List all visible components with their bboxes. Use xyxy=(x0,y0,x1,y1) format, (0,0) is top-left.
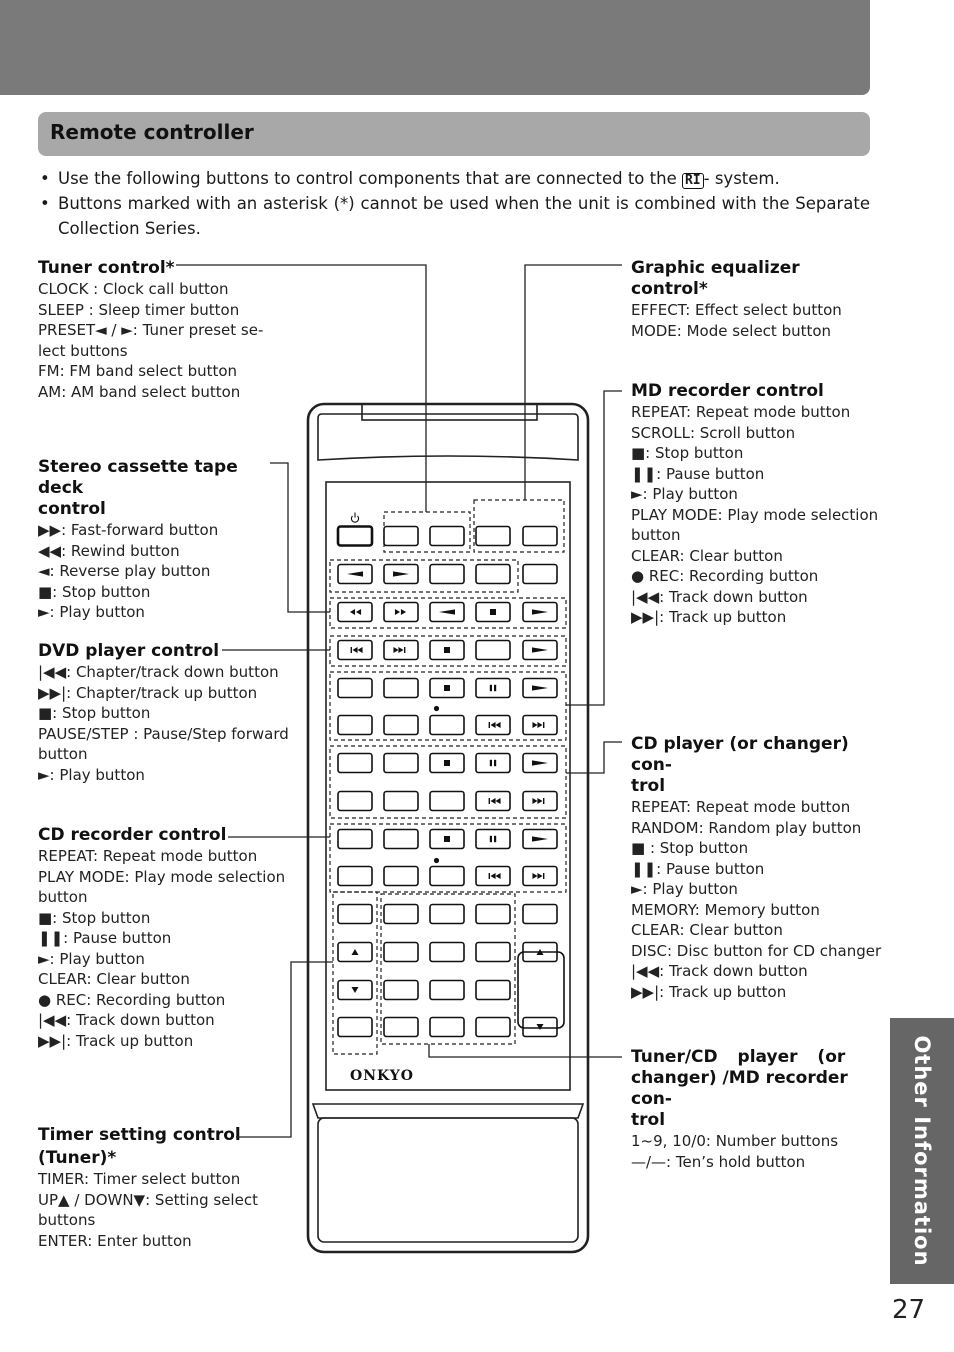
page-number: 27 xyxy=(892,1295,926,1325)
stop-glyph-icon xyxy=(444,647,450,653)
remote-button xyxy=(430,905,464,924)
remote-button xyxy=(384,943,418,962)
remote-button xyxy=(338,1018,372,1037)
remote-button xyxy=(384,679,418,698)
block-line: buttons xyxy=(38,1211,96,1229)
block-line: ❚❚: Pause button xyxy=(38,929,172,947)
eq-control-heading: Graphic equalizer control* xyxy=(631,258,800,299)
tuner-control-heading: Tuner control* xyxy=(38,258,175,278)
leader-cd xyxy=(566,742,622,773)
remote-button xyxy=(384,867,418,886)
block-line: PRESET◄ / ►: Tuner preset se- xyxy=(38,321,264,339)
block-line: CLEAR: Clear button xyxy=(631,546,783,565)
cd-player-control-heading: CD player (or changer) con- xyxy=(631,734,849,775)
stop-glyph-icon xyxy=(444,685,450,691)
block-line: ►: Play button xyxy=(38,765,145,784)
md-control-heading: MD recorder control xyxy=(631,381,824,401)
remote-button xyxy=(476,981,510,1000)
block-line: 1~9, 10/0: Number buttons xyxy=(631,1132,839,1150)
dvd-control-heading: DVD player control xyxy=(38,641,220,661)
remote-button xyxy=(384,716,418,735)
timer-control-heading-2: (Tuner)* xyxy=(38,1148,117,1168)
block-line: |◀◀: Track down button xyxy=(631,962,808,980)
remote-button xyxy=(338,527,372,546)
block-line: SCROLL: Scroll button xyxy=(631,423,796,442)
side-tab-label: Other Information xyxy=(910,1035,934,1267)
block-line: EFFECT: Effect select button xyxy=(631,301,842,319)
block-line: REPEAT: Repeat mode button xyxy=(631,798,851,816)
block-line: ■ : Stop button xyxy=(631,839,749,857)
block-line: ►: Play button xyxy=(38,603,145,621)
remote-battery-cover xyxy=(318,1118,578,1242)
block-line: ■: Stop button xyxy=(38,704,151,722)
stop-glyph-icon xyxy=(490,609,496,615)
block-line: REPEAT: Repeat mode button xyxy=(631,403,851,421)
section-title: Remote controller xyxy=(50,120,254,144)
remote-ir-window xyxy=(318,414,578,460)
block-line: button xyxy=(38,888,88,906)
remote-button xyxy=(338,905,372,924)
remote-button xyxy=(430,716,464,735)
block-line: ● REC: Recording button xyxy=(631,567,819,585)
remote-button xyxy=(384,1018,418,1037)
block-line: ENTER: Enter button xyxy=(38,1231,192,1250)
leader-timer xyxy=(236,962,333,1137)
block-line: CLEAR: Clear button xyxy=(38,970,190,988)
block-line: ▶▶|: Track up button xyxy=(38,1031,194,1050)
block-line: ►: Play button xyxy=(38,949,145,968)
cassette-control-heading-2: control xyxy=(38,499,106,519)
block-line: |◀◀: Chapter/track down button xyxy=(38,663,279,681)
side-tab xyxy=(890,1018,954,1284)
remote-button xyxy=(384,527,418,546)
remote-button xyxy=(384,981,418,1000)
rec-dot-cdr xyxy=(434,858,439,863)
remote-button xyxy=(338,830,372,849)
intro-bullet-1: • Use the following buttons to control components that are connected to the RI - system. xyxy=(38,166,870,191)
block-line: ▶▶: Fast-forward button xyxy=(38,521,219,539)
remote-button xyxy=(430,943,464,962)
remote-button xyxy=(523,527,557,546)
remote-button xyxy=(338,792,372,811)
cd-recorder-control-heading: CD recorder control xyxy=(38,825,227,845)
remote-button xyxy=(476,905,510,924)
block-line: ▶▶|: Track up button xyxy=(631,608,787,626)
remote-button xyxy=(338,867,372,886)
block-line: FM: FM band select button xyxy=(38,362,238,380)
remote-button xyxy=(430,1018,464,1037)
block-line: MEMORY: Memory button xyxy=(631,900,820,919)
remote-button xyxy=(384,754,418,773)
remote-button xyxy=(430,867,464,886)
remote-button xyxy=(476,679,510,698)
block-line: |◀◀: Track down button xyxy=(38,1011,215,1029)
remote-button xyxy=(476,754,510,773)
block-line: lect buttons xyxy=(38,341,128,360)
timer-control-heading: Timer setting control xyxy=(38,1125,241,1145)
remote-button xyxy=(523,905,557,924)
leader-tuner-cd-md xyxy=(429,1044,622,1057)
block-line: ◄: Reverse play button xyxy=(38,562,211,580)
remote-button xyxy=(476,527,510,546)
ri-logo: RI xyxy=(682,173,704,189)
block-line: SLEEP : Sleep timer button xyxy=(38,300,240,319)
tuner-cd-md-heading-3: trol xyxy=(631,1110,666,1130)
remote-button xyxy=(384,830,418,849)
leader-eq xyxy=(525,265,622,500)
block-line: button xyxy=(631,526,681,544)
block-line: ❚❚: Pause button xyxy=(631,859,765,878)
remote-button xyxy=(430,527,464,546)
cd-player-control-heading-2: trol xyxy=(631,776,666,796)
remote-button xyxy=(476,943,510,962)
block-line: ● REC: Recording button xyxy=(38,990,226,1009)
rec-dot-md xyxy=(434,706,439,711)
block-line: AM: AM band select button xyxy=(38,382,241,401)
block-line: DISC: Disc button for CD changer xyxy=(631,941,882,960)
remote-top-cap xyxy=(362,404,537,420)
remote-button xyxy=(384,905,418,924)
leader-cassette xyxy=(270,463,330,612)
remote-button xyxy=(476,1018,510,1037)
tuner-cd-md-heading: Tuner/CD player (or xyxy=(631,1047,846,1067)
block-line: RANDOM: Random play button xyxy=(631,818,862,837)
block-line: ■: Stop button xyxy=(38,582,151,601)
block-line: ■: Stop button xyxy=(38,908,151,927)
block-line: ❚❚: Pause button xyxy=(631,464,765,483)
block-line: ◀◀: Rewind button xyxy=(38,541,180,560)
block-line: TIMER: Timer select button xyxy=(38,1170,241,1188)
block-line: MODE: Mode select button xyxy=(631,321,832,340)
remote-button xyxy=(523,565,557,584)
leader-tuner xyxy=(176,265,426,512)
remote-button xyxy=(476,641,510,660)
block-line: ▶▶|: Track up button xyxy=(631,982,787,1001)
block-line: CLEAR: Clear button xyxy=(631,921,783,939)
remote-cover-hinge xyxy=(313,1104,583,1118)
remote-button xyxy=(338,679,372,698)
block-line: PAUSE/STEP : Pause/Step forward xyxy=(38,724,289,743)
block-line: ►: Play button xyxy=(631,880,738,898)
leader-md xyxy=(566,391,622,705)
remote-button xyxy=(384,792,418,811)
cassette-control-heading: Stereo cassette tape deck xyxy=(38,457,238,498)
block-line: ►: Play button xyxy=(631,485,738,503)
power-icon xyxy=(351,513,358,523)
block-line: REPEAT: Repeat mode button xyxy=(38,847,258,865)
remote-button xyxy=(430,565,464,584)
remote-button xyxy=(476,565,510,584)
remote-button xyxy=(338,754,372,773)
remote-button xyxy=(430,981,464,1000)
remote-button xyxy=(430,792,464,811)
intro-bullet-2: • Buttons marked with an asterisk (*) cannot be used when the unit is combined with the Separate Collection Series. xyxy=(38,191,870,241)
block-line: button xyxy=(38,745,88,763)
remote-button xyxy=(476,830,510,849)
block-line: PLAY MODE: Play mode selection xyxy=(631,505,879,524)
block-line: PLAY MODE: Play mode selection xyxy=(38,867,286,886)
block-line: CLOCK : Clock call button xyxy=(38,280,229,298)
remote-button xyxy=(338,716,372,735)
remote-brand-logo: ONKYO xyxy=(350,1068,414,1084)
stop-glyph-icon xyxy=(444,836,450,842)
block-line: ■: Stop button xyxy=(631,444,744,462)
tuner-cd-md-heading-2: changer) /MD recorder con- xyxy=(631,1068,848,1109)
block-line: |◀◀: Track down button xyxy=(631,587,808,606)
block-line: ▶▶|: Chapter/track up button xyxy=(38,683,258,702)
updown-frame xyxy=(518,952,564,1028)
block-line: UP▲ / DOWN▼: Setting select xyxy=(38,1190,258,1209)
stop-glyph-icon xyxy=(444,760,450,766)
block-line: —/—: Ten’s hold button xyxy=(631,1152,806,1171)
